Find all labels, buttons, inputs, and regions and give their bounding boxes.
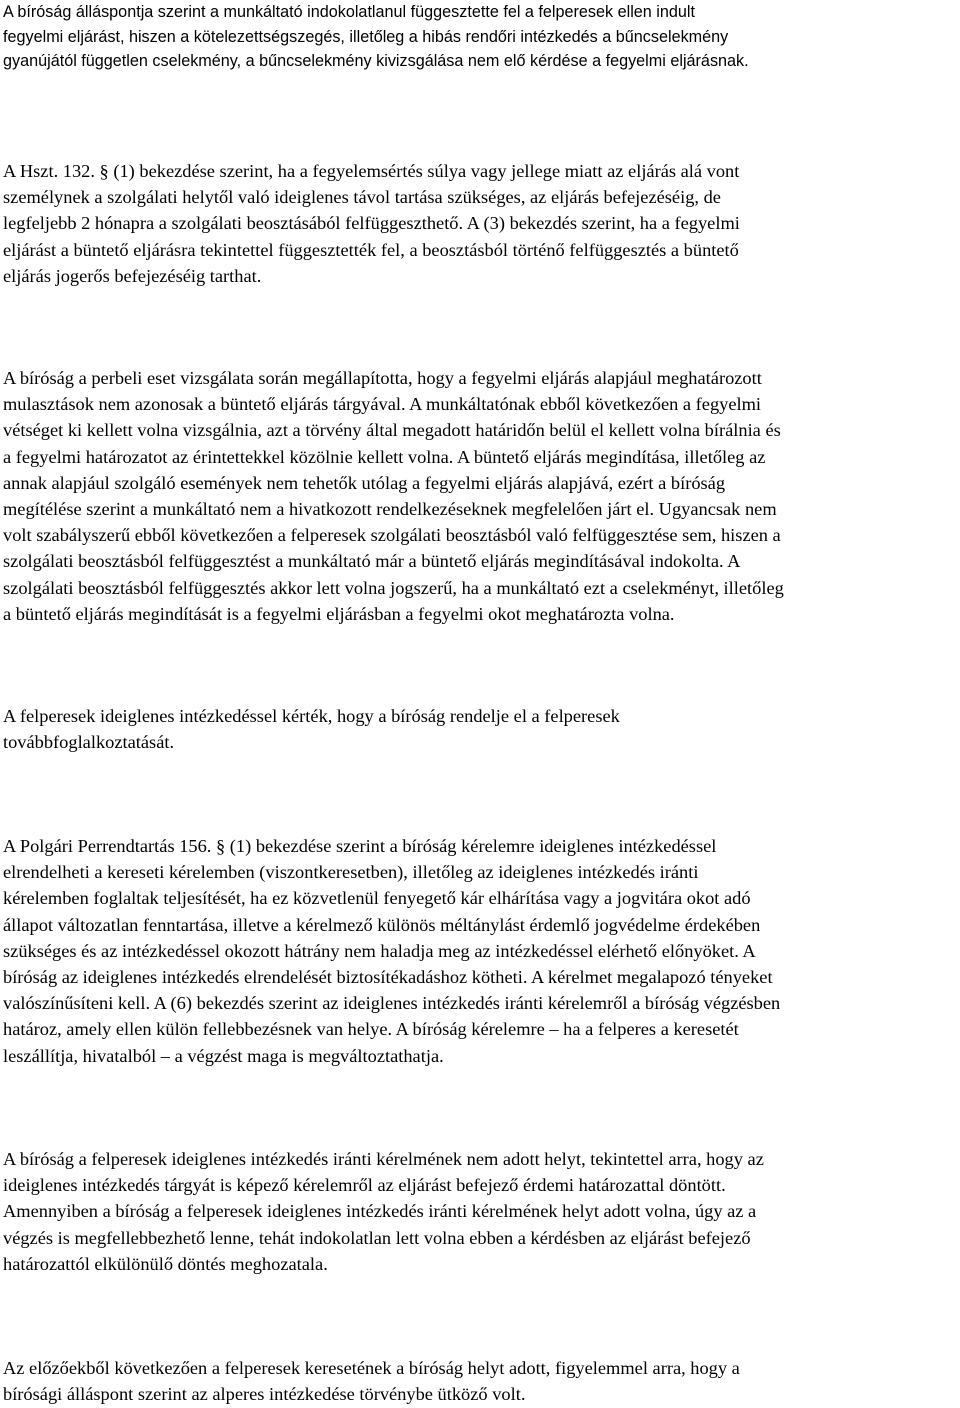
text-line: mulasztások nem azonosak a büntető eljárás tárgyával. A munkáltatónak ebből következően a fegyelmi [3, 394, 762, 415]
text-line: továbbfoglalkoztatását. [3, 732, 175, 753]
text-line: ideiglenes intézkedés tárgyát is képező kérelemről az eljárást befejező érdemi határozattal döntött. [3, 1175, 726, 1196]
text-line: gyanújától független cselekmény, a bűncselekmény kivizsgálása nem elő kérdése a fegyelmi eljárásnak. [3, 52, 749, 70]
text-line: határoz, amely ellen külön fellebbezésnek van helye. A bíróság kérelemre – ha a felperes a keresetét [3, 1019, 739, 1040]
text-line: vétséget ki kellett volna vizsgálnia, azt a törvény által megadott határidőn belül el kellett volna bírálnia és [3, 420, 781, 441]
text-line: kérelemben foglaltak teljesítését, ha ez közvetlenül fenyegető kár elhárítása vagy a jogvitára okot adó [3, 888, 751, 909]
paragraph-civil-procedure-156 [3, 833, 958, 1069]
text-line: annak alapjául szolgáló események nem tehetők utólag a fegyelmi eljárás alapjává, ezért a bíróság [3, 472, 726, 493]
text-line: határozattól elkülönülő döntés meghozatala. [3, 1253, 328, 1274]
text-line: a büntető eljárás megindítását is a fegyelmi eljárásban a fegyelmi okot meghatározta volna. [3, 603, 675, 624]
paragraph-interim-measure-request [3, 703, 958, 755]
text-line: leszállítja, hivatalból – a végzést maga is megváltoztathatja. [3, 1045, 444, 1066]
text-line: A bíróság a perbeli eset vizsgálata során megállapította, hogy a fegyelmi eljárás alapjául meghatározott [3, 368, 762, 388]
text-line: eljárást a büntető eljárásra tekintettel függesztették fel, a beosztásból történő felfüggesztés a büntető [3, 239, 739, 260]
text-line: bírósági álláspont szerint az alperes intézkedése törvénybe ütköző volt. [3, 1384, 526, 1405]
text-line: Amennyiben a bíróság a felperesek ideiglenes intézkedés iránti kérelmének helyt adott volna, úgy az a [3, 1201, 757, 1222]
paragraph-court-position [3, 0, 958, 74]
paragraph-hszt-132 [3, 158, 958, 289]
text-line: A Polgári Perrendtartás 156. § (1) bekezdése szerint a bíróság kérelemre ideiglenes intézkedéssel [3, 836, 717, 856]
text-line: A bíróság a felperesek ideiglenes intézkedés iránti kérelmének nem adott helyt, tekintettel arra, hogy az [3, 1149, 764, 1169]
text-line: A bíróság álláspontja szerint a munkáltató indokolatlanul függesztette fel a felperesek ellen indult [3, 3, 695, 21]
paragraph-conclusion [3, 1355, 958, 1407]
paragraph-interim-measure-rejection [3, 1146, 958, 1277]
text-line: bíróság az ideiglenes intézkedés elrendelését biztosítékadáshoz kötheti. A kérelmet megalapozó tényeket [3, 967, 773, 988]
text-line: szolgálati beosztásból felfüggesztést a munkáltató már a büntető eljárás megindításával indokolta. A [3, 551, 741, 572]
text-line: fegyelmi eljárást, hiszen a kötelezettségszegés, illetőleg a hibás rendőri intézkedés a bűncselekmény [3, 27, 729, 46]
text-line: A Hszt. 132. § (1) bekezdése szerint, ha a fegyelemsértés súlya vagy jellege miatt az eljárás alá vont [3, 161, 740, 181]
text-line: A felperesek ideiglenes intézkedéssel kérték, hogy a bíróság rendelje el a felperesek [3, 706, 620, 726]
text-line: legfeljebb 2 hónapra a szolgálati beosztásából felfüggeszthető. A (3) bekezdés szerint, ha a fegyelmi [3, 213, 740, 234]
text-line: valószínűsíteni kell. A (6) bekezdés szerint az ideiglenes intézkedés iránti kérelemről a bíróság végzésben [3, 993, 781, 1014]
text-line: megítélése szerint a munkáltató nem a hivatkozott rendelkezéseknek megfelelően járt el. Ugyancsak nem [3, 499, 777, 520]
text-line: eljárás jogerős befejezéséig tarthat. [3, 265, 262, 286]
text-line: volt szabályszerű ebből következően a felperesek szolgálati beosztásból való felfüggesztése sem, hiszen a [3, 525, 781, 546]
text-line: végzés is megfellebbezhető lenne, tehát indokolatlan lett volna ebben a kérdésben az eljárást befejező [3, 1227, 751, 1248]
text-line: állapot változatlan fenntartása, illetve a kérelmező különös méltánylást érdemlő jogvédelme érdekében [3, 914, 761, 935]
paragraph-case-examination [3, 365, 958, 627]
text-line: a fegyelmi határozatot az érintettekkel közölnie kellett volna. A büntető eljárás megindítása, illetőleg az [3, 446, 766, 467]
text-line: szükséges és az intézkedéssel okozott hátrány nem haladja meg az intézkedéssel elérhető előnyöket. A [3, 940, 756, 961]
text-line: szolgálati beosztásból felfüggesztés akkor lett volna jogszerű, ha a munkáltató ezt a cselekményt, illetőleg [3, 577, 784, 598]
text-line: Az előzőekből következően a felperesek keresetének a bíróság helyt adott, figyelemmel arra, hogy a [3, 1358, 740, 1378]
text-line: elrendelheti a kereseti kérelemben (viszontkeresetben), illetőleg az ideiglenes intézkedés iránti [3, 862, 699, 883]
text-line: személynek a szolgálati helytől való ideiglenes távol tartása szükséges, az eljárás befejezéséig, de [3, 187, 721, 208]
